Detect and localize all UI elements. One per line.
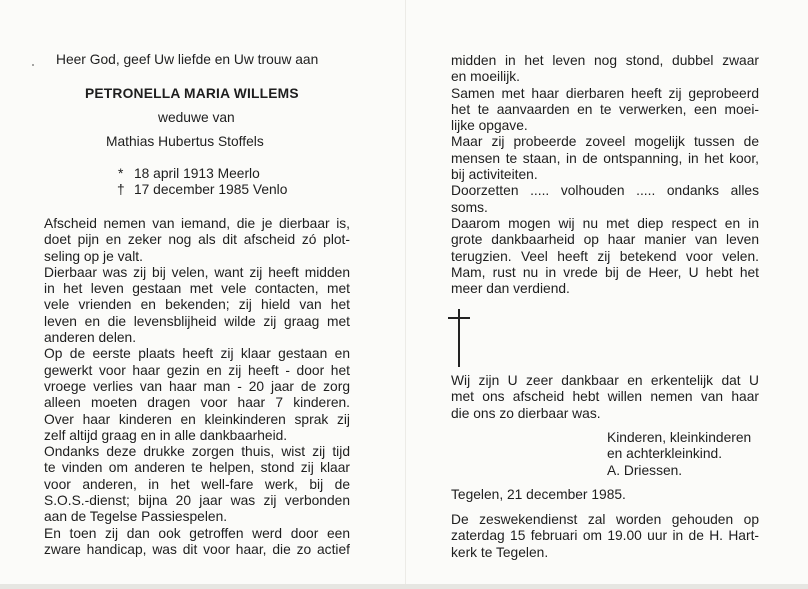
text-line: Daarom mogen wij nu met diep respect en in	[451, 215, 759, 231]
text-line: Op de eerste plaats heeft zij klaar gestaan en	[44, 346, 350, 362]
cross-icon	[448, 309, 470, 367]
text-line: Samen met haar dierbaren heeft zij geprobeerd	[451, 85, 759, 101]
text-line: meer dan verdiend.	[451, 281, 570, 297]
left-body-text	[44, 216, 350, 558]
signature-block	[607, 430, 751, 479]
text-line: S.O.S.-dienst; bijna 20 jaar was zij verbonden	[44, 493, 350, 509]
service-announcement	[451, 512, 759, 561]
text-line: Wij zijn U zeer dankbaar en erkentelijk dat U	[451, 373, 759, 388]
text-line: seling op je valt.	[44, 248, 143, 264]
card-bottom-edge	[0, 584, 808, 589]
birth-symbol: *	[118, 166, 124, 181]
text-line: De zeswekendienst zal worden gehouden op	[451, 512, 759, 527]
death-symbol: †	[117, 182, 125, 197]
text-line: zaterdag 15 februari om 19.00 uur in de H. Hart-	[451, 528, 759, 544]
text-line: Afscheid nemen van iemand, die je dierbaar is,	[44, 216, 350, 231]
text-line: Ondanks deze drukke zorgen thuis, wist zij tijd	[44, 444, 350, 460]
text-line: met ons afscheid hebt willen nemen van haar	[451, 389, 759, 405]
text-line: Doorzetten ..... volhouden ..... ondanks alles	[451, 183, 759, 199]
signature-line: A. Driessen.	[607, 462, 683, 478]
text-line: in het leven gestaan met vele contacten, met	[44, 281, 350, 297]
center-fold	[405, 0, 406, 589]
text-line: doet pijn en zeker nog als dit afscheid zó plot-	[44, 232, 350, 248]
text-line: soms.	[451, 199, 488, 215]
spouse-name: Mathias Hubertus Stoffels	[106, 134, 264, 149]
text-line: bij activiteiten.	[451, 167, 538, 183]
text-line: Dierbaar was zij bij velen, want zij heeft midden	[44, 264, 350, 280]
deceased-name: PETRONELLA MARIA WILLEMS	[85, 86, 299, 101]
widow-of-label: weduwe van	[158, 110, 235, 125]
text-line: gewerkt voor haar gezin en zij heeft - door het	[44, 362, 350, 378]
text-line: voor anderen, in het well-fare werk, bij de	[44, 476, 350, 492]
right-body-text	[451, 53, 759, 297]
death-date: 17 december 1985 Venlo	[134, 182, 288, 197]
text-line: die ons zo dierbaar was.	[451, 405, 601, 421]
text-line: lijke opgave.	[451, 118, 528, 134]
signature-line: Kinderen, kleinkinderen	[607, 430, 752, 445]
birth-date: 18 april 1913 Meerlo	[134, 166, 260, 181]
text-line: vele vrienden en bekenden; zij hield van het	[44, 297, 350, 313]
signature-line: en achterkleinkind.	[607, 446, 723, 462]
text-line: En toen zij dan ook getroffen werd door een	[44, 525, 350, 541]
text-line: zware handicap, was dit voor haar, die zo actief	[44, 541, 350, 557]
text-line: alleen moeten dragen voor haar 7 kinderen.	[44, 395, 350, 411]
invocation-line: Heer God, geef Uw liefde en Uw trouw aan	[56, 52, 319, 67]
text-line: mensen te staan, in de ontspanning, in het koor,	[451, 150, 759, 166]
text-line: kerk te Tegelen.	[451, 544, 549, 560]
text-line: grote dankbaarheid op haar manier van leven	[451, 232, 759, 248]
text-line: Mam, rust nu in vrede bij de Heer, U hebt het	[451, 264, 759, 280]
text-line: Over haar kinderen en kleinkinderen sprak zij	[44, 411, 350, 427]
text-line: Maar zij probeerde zoveel mogelijk tussen de	[451, 134, 759, 150]
text-line: anderen delen.	[44, 330, 137, 346]
text-line: te vinden om anderen te helpen, stond zij klaar	[44, 460, 350, 476]
text-line: vroege verlies van haar man - 20 jaar de zorg	[44, 378, 350, 394]
text-line: terugzien. Veel heeft zij betekend voor velen.	[451, 248, 759, 264]
text-line: leven en die levensblijheid wilde zij graag met	[44, 313, 350, 329]
text-line: zelf altijd graag en in alle dankbaarheid.	[44, 427, 288, 443]
text-line: en moeilijk.	[451, 69, 521, 85]
text-line: midden in het leven nog stond, dubbel zwaar	[451, 53, 759, 68]
text-line: het te aanvaarden en te verwerken, een moei-	[451, 101, 759, 117]
thanks-text	[451, 373, 759, 422]
text-line: aan de Tegelse Passiespelen.	[44, 509, 228, 525]
place-date: Tegelen, 21 december 1985.	[451, 487, 626, 502]
paper-speck	[32, 64, 34, 66]
